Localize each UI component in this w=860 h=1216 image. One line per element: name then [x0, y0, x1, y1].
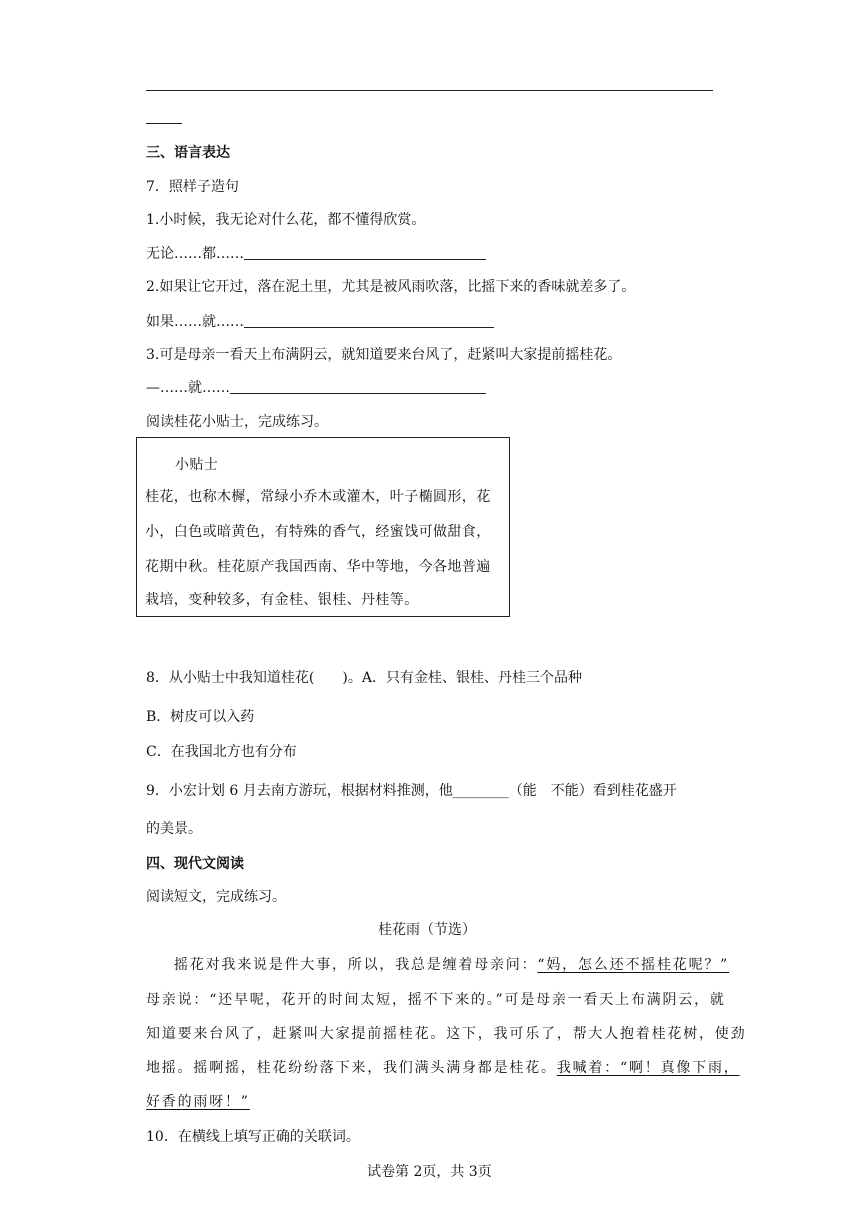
q7-answer-blank-3[interactable]: [230, 379, 486, 394]
section-title-3: 三、语言表达: [146, 145, 230, 161]
page-footer: 试卷第 2页，共 3页: [367, 1164, 492, 1180]
reading-line-5: 好香的雨呀！”: [146, 1094, 250, 1110]
q9-stem-line-2: 的美景。: [146, 821, 202, 837]
tips-line-1: 桂花，也称木樨，常绿小乔木或灌木，叶子椭圆形，花: [145, 489, 491, 505]
answer-line-top: [146, 90, 713, 91]
reading-line-4: [146, 1057, 740, 1077]
reading-line-4-text: 地摇。摇啊摇，桂花纷纷落下来，我们满头满身都是桂花。: [146, 1060, 557, 1076]
q8-option-b[interactable]: B．树皮可以入药: [146, 709, 255, 725]
tips-title: 小贴士: [175, 457, 219, 473]
q8-option-c[interactable]: C．在我国北方也有分布: [146, 744, 297, 760]
q7-answer-blank-1[interactable]: [244, 245, 486, 260]
q7-pattern-1-label: 无论……都……: [146, 246, 244, 262]
q8-stem: 8．从小贴士中我知道桂花( )。A．只有金桂、银桂、丹桂三个品种: [146, 670, 582, 686]
q9-stem-line-1: 9．小宏计划 6 月去南方游玩，根据材料推测，他________（能 不能）看到桂花盛开: [146, 783, 677, 799]
q7-pattern-3-label: —……就……: [146, 380, 230, 396]
section-title-4: 四、现代文阅读: [146, 856, 244, 872]
q7-sentence-1: 1.小时候，我无论对什么花，都不懂得欣赏。: [146, 212, 426, 228]
tips-line-4: 栽培，变种较多，有金桂、银桂、丹桂等。: [145, 592, 419, 608]
reading-title: 桂花雨（节选）: [378, 922, 476, 938]
reading-line-1-text: 摇花对我来说是件大事，所以，我总是缠着母亲问：: [174, 957, 538, 973]
q7-pattern-2[interactable]: [146, 311, 494, 331]
q7-stem: 7．照样子造句: [146, 179, 239, 195]
reading-line-1: [174, 954, 729, 974]
tips-line-2: 小，白色或暗黄色，有特殊的香气，经蜜饯可做甜食，: [145, 524, 491, 540]
q7-pattern-1[interactable]: [146, 243, 486, 263]
reading-line-2: 母亲说：“还早呢，花开的时间太短，摇不下来的。”可是母亲一看天上布满阴云，就: [146, 992, 726, 1008]
q10-stem: 10．在横线上填写正确的关联词。: [146, 1129, 360, 1145]
q7-answer-blank-2[interactable]: [244, 313, 494, 328]
reading-intro: 阅读短文，完成练习。: [146, 889, 286, 905]
q7-sentence-2: 2.如果让它开过，落在泥土里，尤其是被风雨吹落，比摇下来的香味就差多了。: [146, 279, 636, 295]
reading-underlined-exclaim: 我喊着：“啊！真像下雨，: [556, 1060, 740, 1076]
answer-line-short: [146, 123, 182, 124]
q7-pattern-3[interactable]: [146, 377, 486, 397]
reading-line-3: 知道要来台风了，赶紧叫大家提前摇桂花。这下，我可乐了，帮大人抱着桂花树，使劲: [146, 1026, 747, 1042]
tips-line-3: 花期中秋。桂花原产我国西南、华中等地，今各地普遍: [145, 559, 491, 575]
q7-sentence-3: 3.可是母亲一看天上布满阴云，就知道要来台风了，赶紧叫大家提前摇桂花。: [146, 347, 622, 363]
q7-pattern-2-label: 如果……就……: [146, 314, 244, 330]
reading-underlined-question: “妈，怎么还不摇桂花呢？”: [537, 957, 730, 973]
tips-box: [136, 437, 510, 617]
tips-intro: 阅读桂花小贴士，完成练习。: [146, 414, 328, 430]
